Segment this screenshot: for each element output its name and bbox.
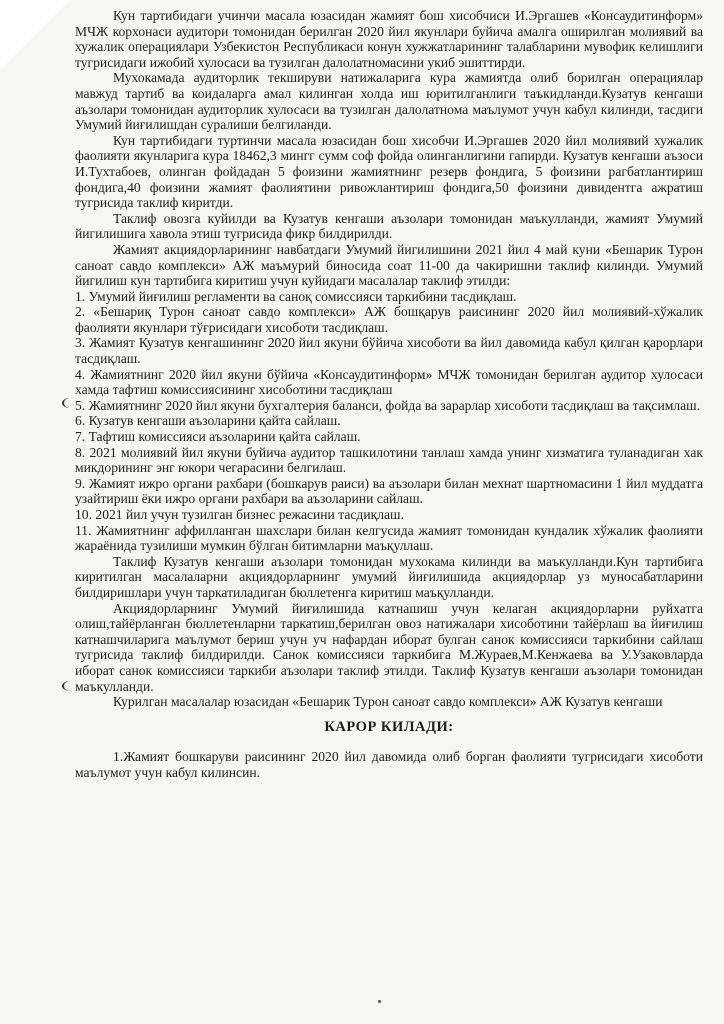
paragraph-board-decides-intro: Курилган масалалар юзасидан «Бешарик Турон саноат савдо комплекси» АЖ Кузатув кенгаши <box>113 694 663 710</box>
agenda-item: 6. Кузатув кенгаши аъзоларини қайта сайлаш. <box>75 413 341 429</box>
decision-heading: КАРОР КИЛАДИ: <box>324 718 454 735</box>
agenda-item: 9. Жамият ижро органи рахбари (бошкарув раиси) ва аъзолари билан мехнат шартномасини 1 йил муддатга узайтириш ёки ижро органи рахбари ва аъзоларини сайлаш. <box>75 475 703 507</box>
paragraph-discussion-audit: Мухокамада аудиторлик текшируви натижаларига кура жамиятда олиб борилган операциялар мавжуд тартиб ва коидаларга амал килинган холда иш юритилганлиги таъкидланди.Кузатув кенгаши аъзолари томонидан аудиторлик хулосаси ва тузилган далолатнома маълумот учун кабул килинди, тасдиги Умумий йиғилишдан суралиши белгиланди. <box>75 70 703 133</box>
agenda-list <box>75 289 703 554</box>
agenda-item: 11. Жамиятнинг аффилланган шахслари билан келгусида жамият томонидан кундалик хўжалик фаолияти жараёнида тузилиши мумкин бўлган битимларни маъқуллаш. <box>75 522 703 554</box>
document-body <box>75 8 703 781</box>
paragraph-fourth-agenda-item: Кун тартибидаги туртинчи масала юзасидан бош хисобчи И.Эргашев 2020 йил молиявий хужалик фаолияти якунларига кура 18462,3 мингг сумм соф фойда олинганлигини гапирди. Кузатув кенгаши аъзоси И.Тухтабоев, олинган фойдадан 5 фоизини жамиятнинг резерв фондига, 5 фоизини рагбатлантириш фондига,40 фоизини жамият фаолиятини ривожлантириш фондига,50 фоизини дивидентга ажратиш тугрисида таклиф киритди. <box>75 132 703 211</box>
agenda-item: 10. 2021 йил учун тузилган бизнес режасини тасдиқлаш. <box>75 507 404 522</box>
agenda-item: 7. Тафтиш комиссияси аъзоларини қайта сайлаш. <box>75 429 361 445</box>
agenda-item: 1. Умумий йиғилиш регламенти ва саноқ сомиссияси таркибини тасдиқлаш. <box>75 288 517 304</box>
decision-item: 1.Жамият бошкаруви раисининг 2020 йил давомида олиб борган фаолияти тугрисидаги хисоботи маълумот учун кабул килинсин. <box>75 749 703 780</box>
folded-corner <box>0 0 70 70</box>
agenda-item: 3. Жамият Кузатув кенгашининг 2020 йил якуни бўйича хисоботи ва йил давомида кабул қилган қарорлари тасдиқлаш. <box>75 335 703 367</box>
paragraph-general-meeting: Жамият акциядорларининг навбатдаги Умумий йигилишини 2021 йил 4 май куни «Бешарик Турон саноат савдо комплекси» АЖ маъмурий биносида соат 11-00 да чакиришни таклиф килинди. Умумий йигилиш кун тартибига киритиш учун куйидаги масалалар таклиф этилди: <box>75 241 703 289</box>
paragraph-proposal-approved: Таклиф Кузатув кенгаши аъзолари томонидан мухокама килинди ва маъкулланди.Кун тартибига киритилган масалаларни акциядорларнинг умумий йиғилишида акциядорлар уз муносабатларини билдиришлари учун таркатиладиган бюллетенга киритиш маъқулланди. <box>75 553 703 600</box>
agenda-item: 5. Жамиятнинг 2020 йил якуни бухгалтерия баланси, фойда ва зарарлар хисоботи тасдиқлаш ва тақсимлаш. <box>75 397 701 413</box>
ink-dot <box>378 1000 381 1003</box>
agenda-item: 8. 2021 молиявий йил якуни буйича аудитор ташкилотини танлаш хамда унинг хизматига туланадиган хак микдорининг энг юкори чегарасини белгилаш. <box>75 444 703 476</box>
paragraph-proposal-vote: Таклиф овозга куйилди ва Кузатув кенгаши аъзолари томонидан маъкулланди, жамият Умумий йигилишига хавола этиш тугрисида фикр билдирилди. <box>75 210 703 242</box>
paragraph-third-agenda-item: Кун тартибидаги учинчи масала юзасидан жамият бош хисобчиси И.Эргашев «Консаудитинформ» МЧЖ корхонаси аудитори томонидан берилган 2020 йил якунлари буйича амалга оширилган молиявий ва хужалик операциялари Узбекистон Республикаси конун хужжатларининг талабларини мувофик келишлиги тугрисидаги ижобий хулосаси ва тузилган далолатномасини укиб эшиттирди. <box>75 8 703 70</box>
agenda-item: 2. «Бешариқ Турон саноат савдо комплекси» АЖ бошқарув раисининг 2020 йил молиявий-хўжалик фаолияти якунлари тўғрисидаги хисоботи тасдиқлаш. <box>75 304 703 335</box>
agenda-item: 4. Жамиятнинг 2020 йил якуни бўйича «Консаудитинформ» МЧЖ томонидан берилган аудитор хулосаси хамда тафтиш комиссиясининг хисоботини тасдиқлаш <box>75 366 703 398</box>
paragraph-counting-commission: Акциядорларнинг Умумий йиғилишида катнашиш учун келаган акциядорларни руйхатга олиш,тайёрланган бюллетенларни таркатиш,берилган овоз натижалари хисоботини тайёрлаш ва йиғилиш катнашчиларига маълумот бериш учун уч нафардан иборат булган санок комиссияси таркибини сайлаш тугрисида таклиф билдирилди. Санок комиссияси таркибига М.Жураев,М.Кенжаева ва У.Узаковларда иборат санок комиссияси таркиби аъзолари таклиф этилди. Таклиф Кузатув кенгаши аъзолари томонидан маъкулланди. <box>75 600 703 694</box>
